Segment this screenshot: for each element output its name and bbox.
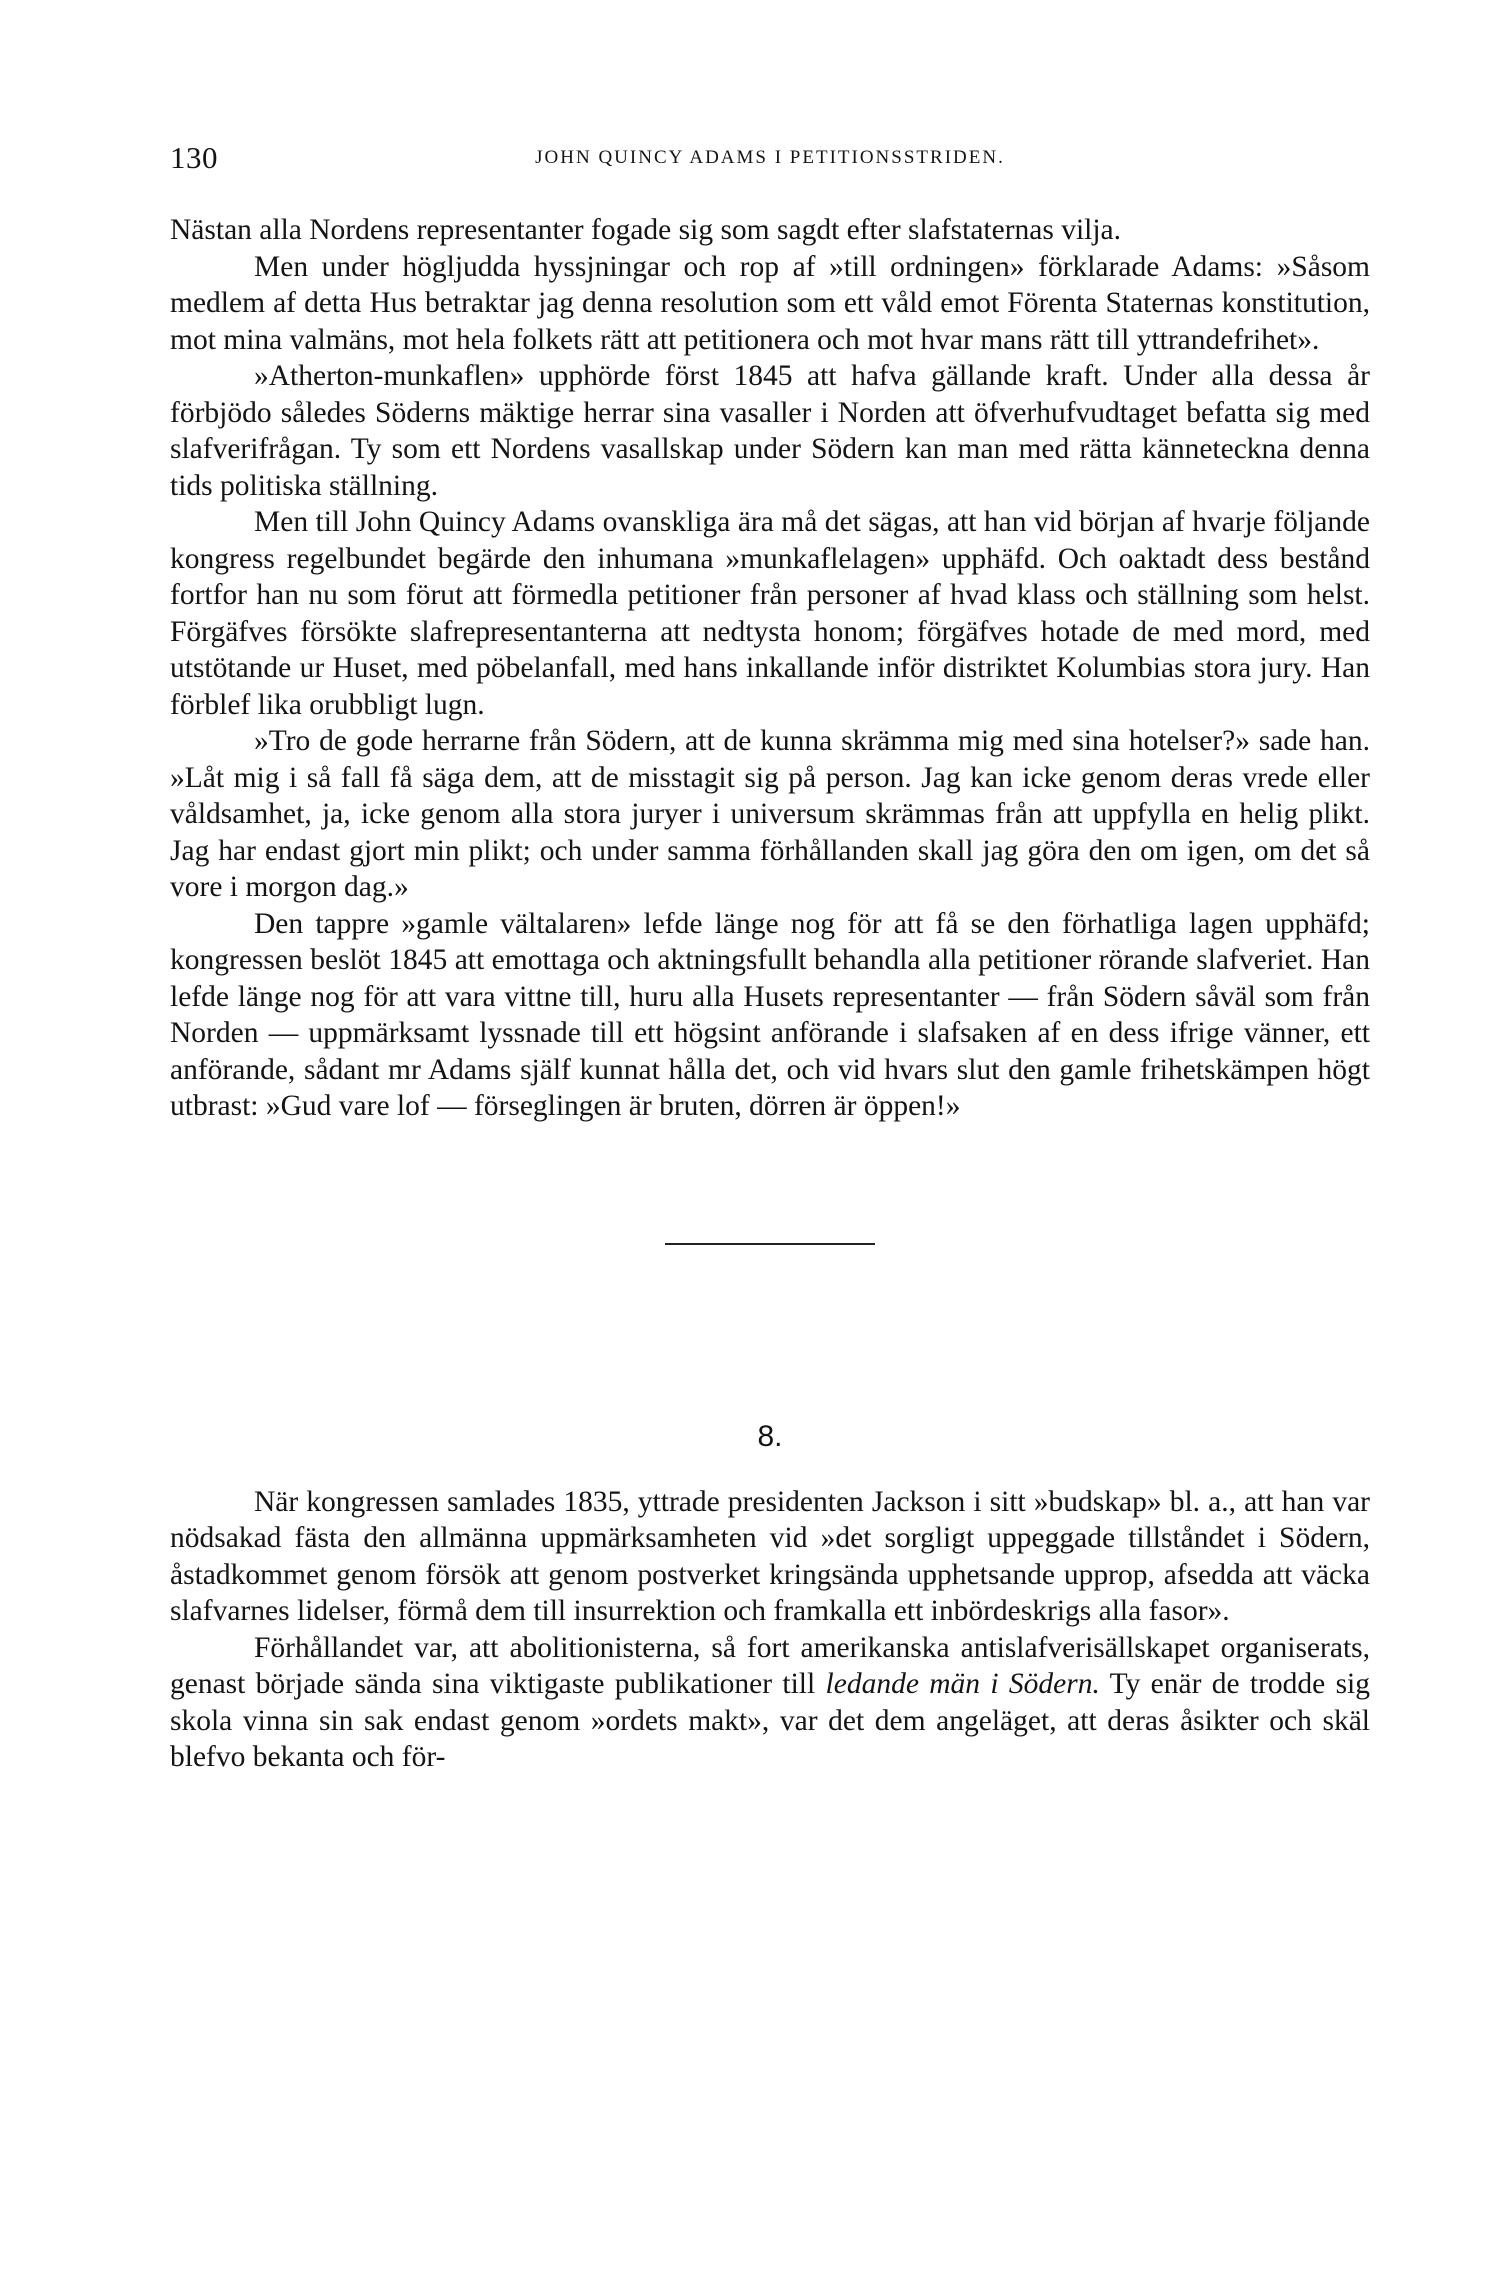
running-head — [170, 140, 1370, 190]
italic-emphasis: ledande män i Södern. — [825, 1668, 1100, 1700]
body-text-bottom — [170, 1484, 1370, 1776]
paragraph: »Atherton-munkaflen» upphörde först 1845 att hafva gällande kraft. Under alla dessa år förbjödo således Söderns mäktige herrar sina vasaller i Norden att öfverhufvudtaget befatta sig med slafverifrågan. Ty som ett Nordens vasallskap under Södern kan man med rätta känneteckna denna tids politiska ställning. — [170, 360, 1370, 502]
book-page — [170, 140, 1370, 1776]
paragraph: Den tappre »gamle vältalaren» lefde länge nog för att få se den förhatliga lagen upphäfd; kongressen beslöt 1845 att emottaga och aktningsfullt behandla alla petitioner rörande slafveriet. Han lefde länge nog för att vara vittne till, huru alla Husets representanter — från Södern såväl som från Norden — uppmärksamt lyssnade till ett högsint anförande i slafsaken af en dess ifrige vänner, ett anförande, sådant mr Adams själf kunnat hålla det, och vid hvars slut den gamle frihetskämpen högt utbrast: »Gud vare lof — förseglingen är bruten, dörren är öppen!» — [170, 907, 1370, 1122]
paragraph-text: Förhållandet var, att abolitionisterna, så fort amerikanska antislafverisällskapet organiserats, genast började sända sina viktigaste publikationer till — [170, 1631, 1370, 1700]
page-number: 130 — [170, 140, 218, 175]
section-divider-rule — [665, 1243, 875, 1245]
paragraph: Men till John Quincy Adams ovanskliga ära må det sägas, att han vid början af hvarje följande kongress regelbundet begärde den inhumana »munkaflelagen» upphäfd. Och oaktadt dess bestånd fortfor han nu som förut att förmedla petitioner från personer af hvad klass och ställning som helst. Förgäfves försökte slafrepresentanterna att nedtysta honom; förgäfves hotade de med mord, med utstötande ur Huset, med pöbelanfall, med hans inkallande inför distriktet Kolumbias stora jury. Han förblef lika orubbligt lugn. — [170, 506, 1370, 721]
body-text-top — [170, 212, 1370, 1125]
running-head-title: JOHN QUINCY ADAMS I PETITIONSSTRIDEN. — [535, 147, 1005, 168]
section-number: 8. — [757, 1419, 783, 1453]
paragraph: »Tro de gode herrarne från Södern, att de kunna skrämma mig med sina hotelser?» sade han. »Låt mig i så fall få säga dem, att de misstagit sig på person. Jag kan icke genom deras vrede eller våldsamhet, ja, icke genom alla stora juryer i universum skrämmas från att uppfylla en helig plikt. Jag har endast gjort min plikt; och under samma förhållanden skall jag göra den om igen, om det så vore i morgon dag.» — [170, 725, 1370, 903]
paragraph-last — [170, 1630, 1370, 1776]
paragraph-text: Ty enär de trodde sig skola vinna sin sak endast genom »ordets makt», var det dem angeläget, att deras åsikter och skäl blefvo bekanta och för- — [170, 1668, 1370, 1773]
paragraph: Men under högljudda hyssjningar och rop af »till ordningen» förklarade Adams: »Såsom medlem af detta Hus betraktar jag denna resolution som ett våld emot Förenta Staternas konstitution, mot mina valmäns, mot hela folkets rätt att petitionera och mot hvar mans rätt till yttrandefrihet». — [170, 250, 1370, 356]
paragraph: Nästan alla Nordens representanter fogade sig som sagdt efter slafstaternas vilja. — [170, 214, 1122, 246]
paragraph: När kongressen samlades 1835, yttrade presidenten Jackson i sitt »budskap» bl. a., att han var nödsakad fästa den allmänna uppmärksamheten vid »det sorgligt uppeggade tillståndet i Södern, åstadkommet genom försök att genom postverket kringsända upphetsande upprop, afsedda att väcka slafvarnes lidelser, förmå dem till insurrektion och framkalla ett inbördeskrigs alla fasor». — [170, 1485, 1370, 1627]
